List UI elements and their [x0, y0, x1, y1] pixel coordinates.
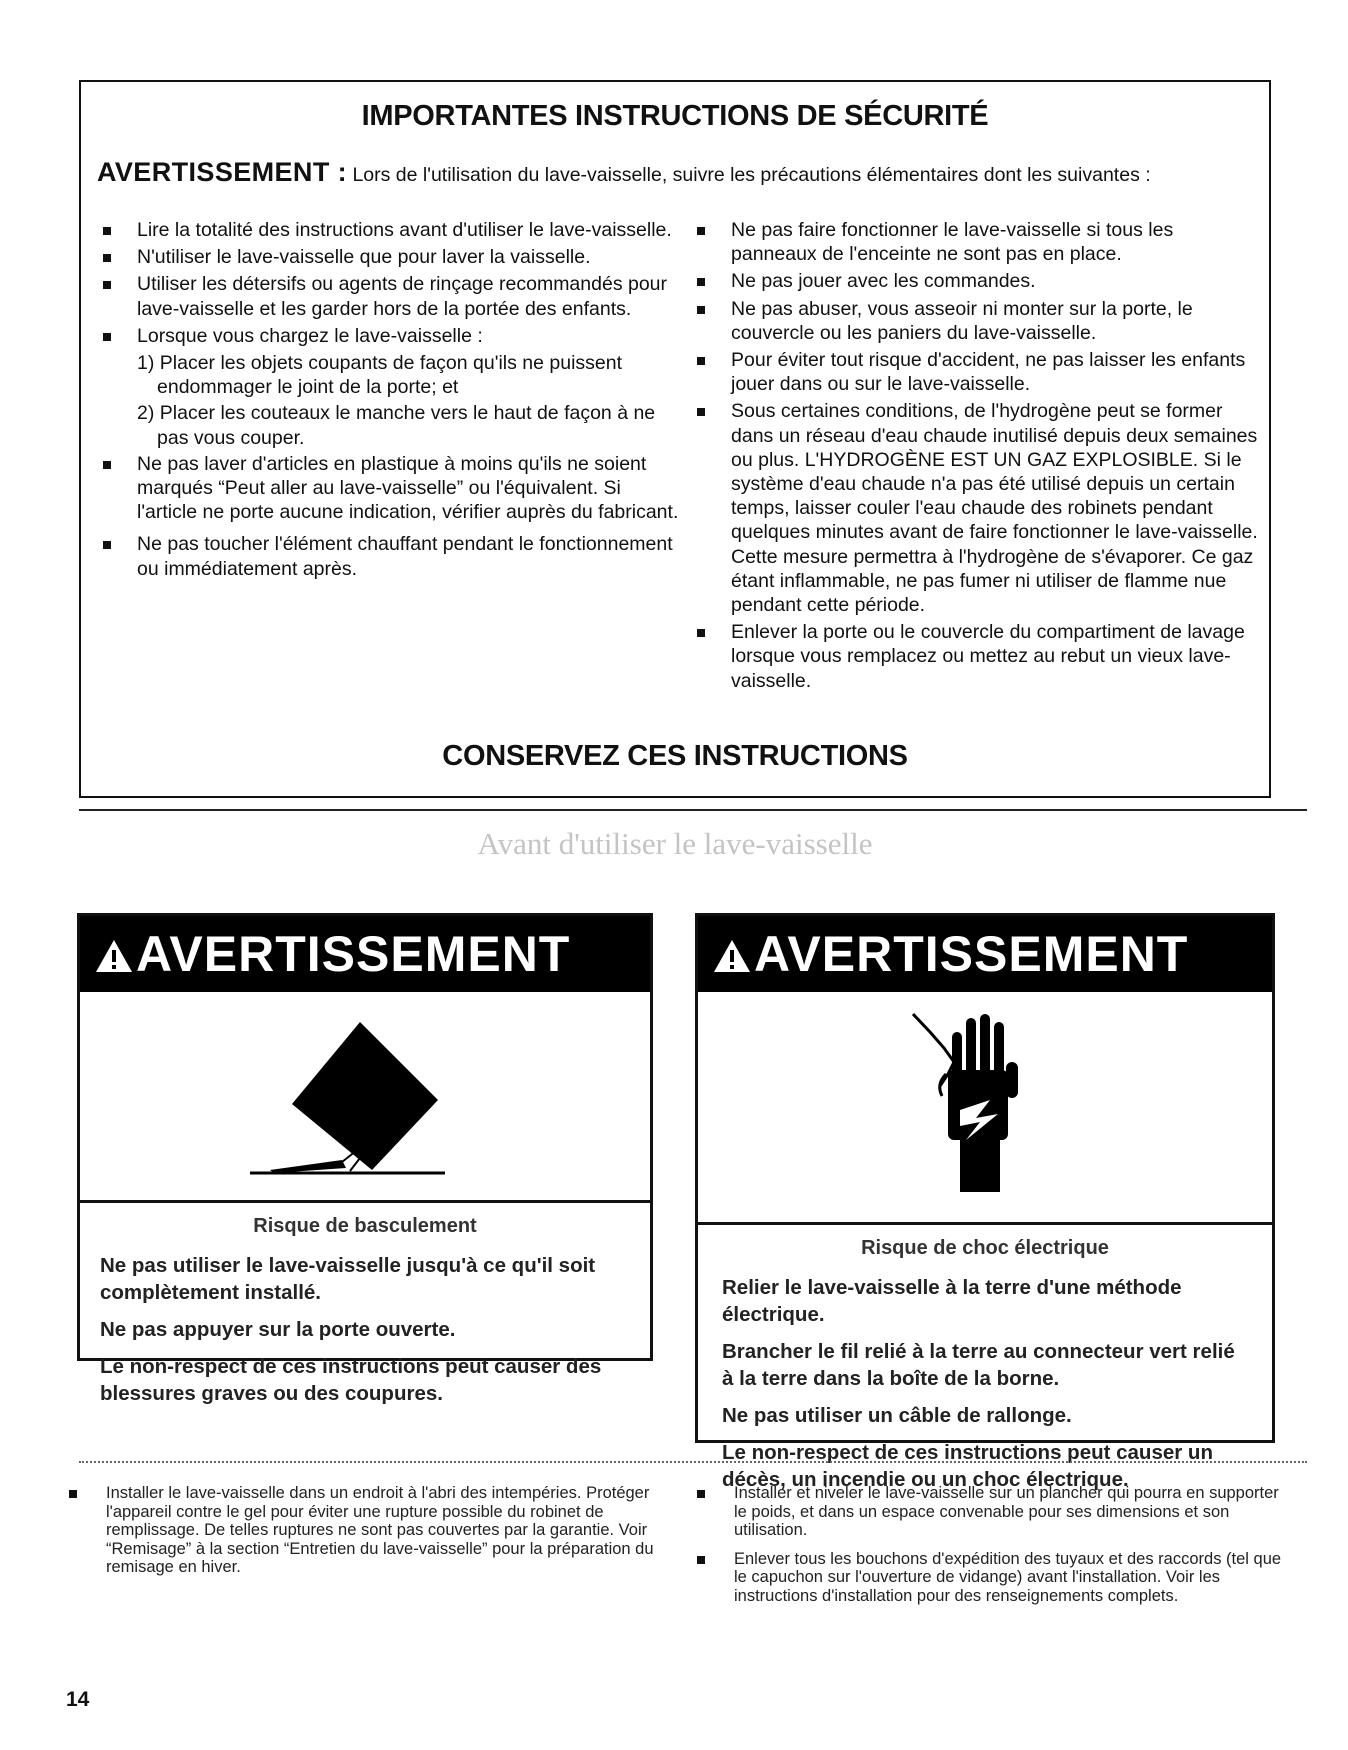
- bullet-icon: [697, 357, 705, 365]
- bullet-icon: [103, 333, 111, 341]
- safety-title: IMPORTANTES INSTRUCTIONS DE SÉCURITÉ: [361, 100, 989, 132]
- bullet-icon: [697, 278, 705, 286]
- bullet-icon: [103, 461, 111, 469]
- list-item: Ne pas jouer avec les commandes.: [694, 269, 1264, 293]
- warning-line: Relier le lave-vaisselle à la terre d'une méthode électrique.: [722, 1276, 1182, 1326]
- bullet-icon: [69, 1490, 77, 1498]
- dotted-divider: [79, 1461, 1307, 1463]
- bullet-icon: [697, 1490, 705, 1498]
- bullet-icon: [103, 281, 111, 289]
- bullet-icon: [697, 1556, 705, 1564]
- warning-header: AVERTISSEMENT: [698, 916, 1272, 992]
- warning-line: Ne pas utiliser le lave-vaisselle jusqu'à ce qu'il soit complètement installé.: [100, 1254, 596, 1304]
- list-item: Utiliser les détersifs ou agents de rinçage recommandés pour lave-vaisselle et les garder hors de la portée des enfants.: [100, 272, 680, 320]
- bullet-icon: [697, 408, 705, 416]
- installation-notes-left: [66, 1484, 656, 1587]
- warning-lead: AVERTISSEMENT :: [97, 157, 348, 187]
- bullet-icon: [697, 629, 705, 637]
- sub-list-item: 2) Placer les couteaux le manche vers le haut de façon à ne pas vous couper.: [137, 402, 656, 449]
- safety-list-right: [694, 218, 1264, 696]
- list-item: Lire la totalité des instructions avant d'utiliser le lave-vaisselle.: [100, 218, 680, 242]
- bullet-icon: [103, 541, 111, 549]
- list-item: Sous certaines conditions, de l'hydrogène peut se former dans un réseau d'eau chaude inutilisé depuis deux semaines ou plus. L'HYDROGÈNE EST UN GAZ EXPLOSIBLE. Si le système d'eau chaude n'a pas été utilisé depuis un certain temps, laisser couler l'eau chaude des robinets pendant quelques minutes avant de faire fonctionner le lave-vaisselle. Cette mesure permettra à l'hydrogène de s'évaporer. Ce gaz étant inflammable, ne pas fumer ni utiliser de flamme nue pendant cette période.: [694, 399, 1264, 617]
- bullet-icon: [697, 227, 705, 235]
- warning-header: AVERTISSEMENT: [80, 916, 650, 992]
- warning-text: Lors de l'utilisation du lave-vaisselle, suivre les précautions élémentaires dont les suivantes :: [352, 164, 1151, 186]
- section-divider: [79, 809, 1307, 811]
- warning-intro: [97, 157, 1257, 187]
- list-item: Pour éviter tout risque d'accident, ne pas laisser les enfants jouer dans ou sur le lave-vaisselle.: [694, 348, 1264, 396]
- section-heading: Avant d'utiliser le lave-vaisselle: [477, 826, 873, 861]
- warning-line: Ne pas utiliser un câble de rallonge.: [722, 1404, 1072, 1427]
- list-item: N'utiliser le lave-vaisselle que pour laver la vaisselle.: [100, 245, 680, 269]
- installation-notes-right: [694, 1484, 1294, 1616]
- list-item: Installer le lave-vaisselle dans un endroit à l'abri des intempéries. Protéger l'appareil contre le gel pour éviter une rupture possible du robinet de remplissage. De telles ruptures ne sont pas couvertes par la garantie. Voir “Remisage” à la section “Entretien du lave-vaisselle” pour la préparation du remisage en hiver.: [66, 1484, 656, 1577]
- warning-line: Le non-respect de ces instructions peut causer un décès, un incendie ou un choc électrique.: [722, 1441, 1213, 1491]
- list-item: Installer et niveler le lave-vaisselle sur un plancher qui pourra en supporter le poids, et dans un espace convenable pour ses dimensions et son utilisation.: [694, 1484, 1294, 1540]
- warning-line: Le non-respect de ces instructions peut causer des blessures graves ou des coupures.: [100, 1355, 602, 1405]
- list-item: Enlever tous les bouchons d'expédition des tuyaux et des raccords (tel que le capuchon sur l'ouverture de vidange) avant l'installation. Voir les instructions d'installation pour des renseignements complets.: [694, 1550, 1294, 1606]
- electric-shock-hand-icon: [698, 992, 1272, 1222]
- tip-over-hazard-icon: [80, 992, 650, 1200]
- save-instructions-heading: CONSERVEZ CES INSTRUCTIONS: [442, 740, 908, 772]
- bullet-icon: [103, 227, 111, 235]
- warning-triangle-icon: [94, 920, 134, 996]
- risk-title: Risque de choc électrique: [861, 1237, 1109, 1259]
- warning-line: Ne pas appuyer sur la porte ouverte.: [100, 1318, 456, 1341]
- sub-list-item: 1) Placer les objets coupants de façon qu'ils ne puissent endommager le joint de la porte; et: [137, 352, 623, 399]
- warning-triangle-icon: [712, 920, 752, 996]
- list-item: Enlever la porte ou le couvercle du compartiment de lavage lorsque vous remplacez ou mettez au rebut un vieux lave-vaisselle.: [694, 620, 1264, 693]
- risk-title: Risque de basculement: [253, 1215, 477, 1237]
- list-item: Ne pas toucher l'élément chauffant pendant le fonctionnement ou immédiatement après.: [100, 532, 680, 580]
- list-item: Ne pas faire fonctionner le lave-vaisselle si tous les panneaux de l'enceinte ne sont pas en place.: [694, 218, 1264, 266]
- loading-sub-list: [100, 351, 680, 450]
- warning-line: Brancher le fil relié à la terre au connecteur vert relié à la terre dans la boîte de la borne.: [722, 1340, 1235, 1390]
- bullet-icon: [697, 306, 705, 314]
- list-item: Ne pas laver d'articles en plastique à moins qu'ils ne soient marqués “Peut aller au lave-vaisselle” ou l'équivalent. Si l'article ne porte aucune indication, vérifier auprès du fabricant.: [100, 452, 680, 525]
- bullet-icon: [103, 254, 111, 262]
- list-item: Lorsque vous chargez le lave-vaisselle :: [100, 324, 680, 348]
- tip-over-warning-panel: [77, 913, 653, 1405]
- safety-list-left: [100, 218, 680, 584]
- page-number: 14: [66, 1688, 90, 1711]
- electric-shock-warning-panel: [695, 913, 1275, 1491]
- list-item: Ne pas abuser, vous asseoir ni monter sur la porte, le couvercle ou les paniers du lave-vaisselle.: [694, 297, 1264, 345]
